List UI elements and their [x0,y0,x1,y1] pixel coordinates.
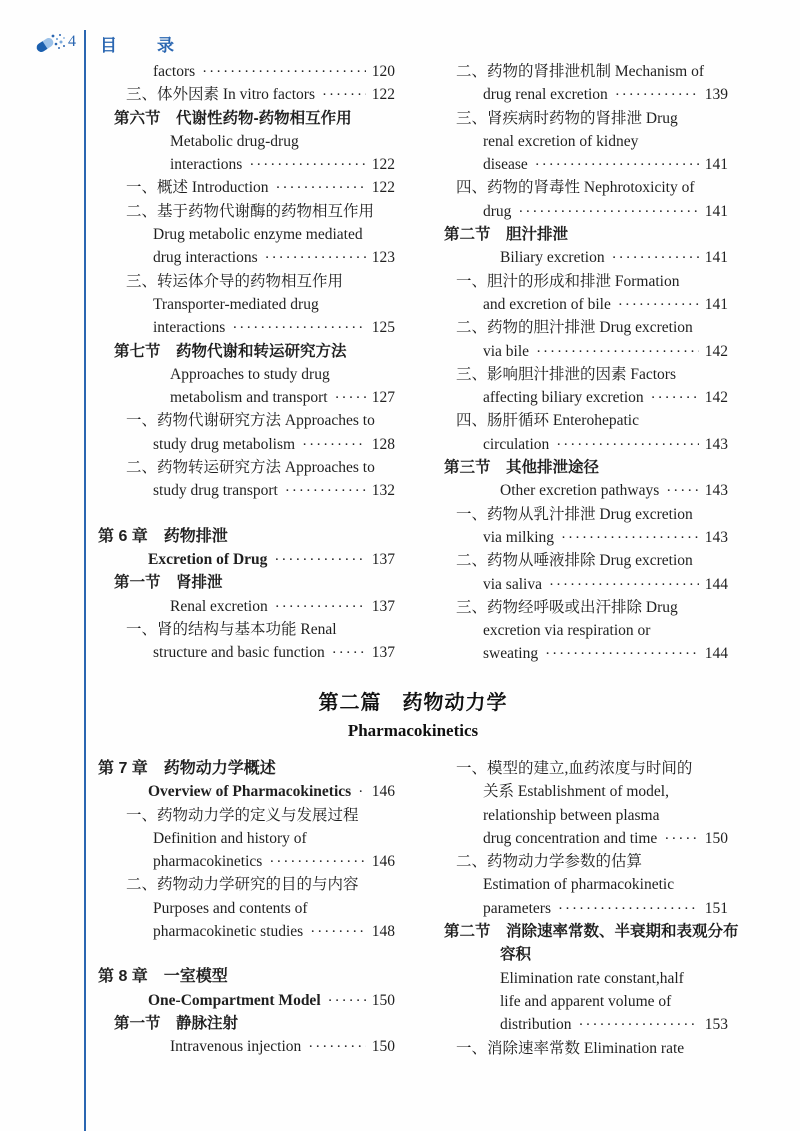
toc-entry-title: pharmacokinetics [153,853,263,871]
toc-entry [98,873,395,896]
toc-entry-title: distribution [500,1016,572,1034]
dot-leader [308,1035,366,1059]
toc-entry [428,83,728,106]
toc-entry-title: 三、药物经呼吸或出汗排除 Drug [456,598,678,616]
toc-entry-title: via bile [483,342,530,360]
toc-entry [428,757,728,780]
toc-entry [428,1013,728,1036]
dot-leader [358,780,366,804]
toc-entry-title: Drug metabolic enzyme mediated [153,226,363,244]
toc-entry [98,897,395,920]
toc-entry-page-number: 141 [704,295,728,313]
dot-leader [322,83,366,107]
toc-entry [428,967,728,990]
toc-entry-page-number: 153 [704,1016,728,1034]
toc-entry [98,827,395,850]
dot-leader [651,386,699,410]
dot-leader [276,176,367,200]
toc-entry-title: 三、转运体介导的药物相互作用 [126,272,344,290]
toc-entry [98,409,395,432]
toc-entry [98,804,395,827]
toc-entry-title: 二、药物动力学研究的目的与内容 [126,876,359,894]
toc-entry-title: 二、药物转运研究方法 Approaches to [126,459,375,477]
toc-entry-title: disease [483,156,528,174]
toc-entry-page-number: 122 [371,86,395,104]
toc-entry-page-number: 141 [704,202,728,220]
toc-entry [428,503,728,526]
toc-entry-page-number: 120 [371,63,395,80]
toc-entry-page-number: 150 [371,991,395,1009]
toc-entry [98,60,395,83]
toc-entry [428,943,728,966]
toc-entry-title: 第七节 药物代谢和转运研究方法 [114,342,347,360]
toc-entry-title: drug concentration and time [483,829,658,847]
toc-entry [98,340,395,363]
toc-entry [428,363,728,386]
dot-leader [265,246,366,270]
toc-entry-page-number: 128 [371,435,395,453]
toc-entry-title: and excretion of bile [483,295,611,313]
dot-leader [518,200,699,224]
toc-entry-title: metabolism and transport [170,389,328,407]
toc-entry-page-number: 137 [371,597,395,615]
toc-entry-page-number: 144 [704,645,728,663]
dot-leader [664,827,699,851]
toc-entry-title: interactions [170,156,243,174]
toc-entry-page-number: 148 [371,923,395,941]
toc-entry-page-number: 137 [371,644,395,662]
toc-entry [428,200,728,223]
dot-leader [618,293,699,317]
toc-entry [428,409,728,432]
toc-entry [428,990,728,1013]
toc-entry-title: via saliva [483,575,542,593]
toc-entry-title: 第六节 代谢性药物-药物相互作用 [114,109,352,127]
toc-entry-title: 一、胆汁的形成和排泄 Formation [456,272,680,290]
dot-leader [535,153,699,177]
toc-entry-title: 一、肾的结构与基本功能 Renal [126,620,337,638]
toc-entry-title: sweating [483,645,539,663]
toc-entry [428,1037,728,1060]
toc-entry [428,804,728,827]
toc-entry-title: 三、体外因素 In vitro factors [126,86,315,104]
toc-entry [98,548,395,571]
dot-leader [556,433,699,457]
toc-entry [428,780,728,803]
dot-leader [558,897,699,921]
dot-leader [549,573,699,597]
toc-entry-title: Elimination rate constant,half [500,969,684,987]
toc-entry-page-number: 143 [704,435,728,453]
toc-entry-title: 一、消除速率常数 Elimination rate [456,1039,685,1057]
pill-dissolving-icon [34,30,68,56]
toc-entry-title: 关系 Establishment of model, [483,783,669,801]
toc-entry [428,456,728,479]
page-header [0,0,800,60]
toc-entry [98,246,395,269]
dot-leader [269,850,366,874]
toc-entry-page-number: 125 [371,319,395,337]
toc-entry-title: 第一节 静脉注射 [114,1014,239,1032]
toc-entry-title: relationship between plasma [483,806,660,824]
toc-entry-title: Overview of Pharmacokinetics [148,783,352,801]
folio-page-number: 4 [68,33,76,50]
toc-entry [428,850,728,873]
dot-leader [561,526,699,550]
toc-entry-title: excretion via respiration or [483,622,651,640]
toc-column-bottom-right [428,757,739,1060]
toc-entry-page-number: 123 [371,249,395,267]
toc-entry-page-number: 151 [704,899,728,917]
toc-entry [428,153,728,176]
toc-entry [98,965,395,988]
dot-leader [274,548,366,572]
toc-column-top-left [98,60,395,664]
toc-entry [428,130,728,153]
toc-entry [98,1035,395,1058]
toc-entry [428,340,728,363]
toc-entry-title: 一、模型的建立,血药浓度与时间的 [456,760,693,777]
vertical-divider-rule [84,30,86,1131]
toc-entry [98,571,395,594]
dot-leader [615,83,699,107]
toc-entry [98,618,395,641]
toc-entry-page-number: 141 [704,156,728,174]
dot-leader [578,1013,699,1037]
dot-leader [249,153,366,177]
toc-entry [428,897,728,920]
toc-entry [98,479,395,502]
dot-leader [666,479,699,503]
toc-entry [98,293,395,316]
toc-entry-title: Other excretion pathways [500,482,660,500]
toc-header-title: 目 录 [100,36,176,55]
toc-entry-title: 二、药物从唾液排除 Drug excretion [456,552,693,570]
toc-entry-title: Renal excretion [170,597,268,615]
toc-entry-title: One-Compartment Model [148,991,321,1009]
part-heading-chinese: 第二篇 药物动力学 [318,692,508,714]
toc-entry [428,316,728,339]
toc-entry-page-number: 139 [704,86,728,104]
toc-entry-title: 四、肠肝循环 Enterohepatic [456,412,639,430]
toc-entry [428,549,728,572]
toc-entry-title: drug [483,202,512,220]
toc-entry [428,642,728,665]
toc-entry [98,83,395,106]
toc-entry-title: 第三节 其他排泄途径 [444,459,600,477]
toc-entry [98,456,395,479]
toc-entry-title: 第二节 消除速率常数、半衰期和表观分布 [444,923,739,941]
toc-entry-title: pharmacokinetic studies [153,923,304,941]
dot-leader [536,340,699,364]
toc-entry-title: 三、影响胆汁排泄的因素 Factors [456,365,677,383]
toc-entry-page-number: 141 [704,249,728,267]
toc-entry [428,60,728,83]
toc-entry [98,270,395,293]
toc-entry [428,526,728,549]
dot-leader [310,920,366,944]
toc-entry-title: Biliary excretion [500,249,605,267]
toc-entry [428,107,728,130]
toc-entry [98,989,395,1012]
dot-leader [335,386,366,410]
toc-entry [428,433,728,456]
dot-leader [612,246,699,270]
toc-entry [98,223,395,246]
toc-entry-page-number: 122 [371,156,395,174]
toc-entry-title: 一、药物动力学的定义与发展过程 [126,806,359,824]
toc-column-top-right [428,60,728,666]
toc-entry [98,176,395,199]
toc-entry-page-number: 144 [704,575,728,593]
toc-entry-title: 一、概述 Introduction [126,179,269,197]
toc-entry [428,223,728,246]
toc-entry [428,293,728,316]
toc-entry [98,920,395,943]
toc-entry-title: factors [153,63,196,80]
toc-entry-title: interactions [153,319,226,337]
toc-entry [428,827,728,850]
toc-entry [428,386,728,409]
dot-leader [545,642,699,666]
toc-entry-title: Definition and history of [153,829,307,847]
toc-entry [98,595,395,618]
toc-entry-title: drug renal excretion [483,86,608,104]
toc-entry [98,1012,395,1035]
toc-entry-page-number: 137 [371,550,395,568]
toc-entry [98,780,395,803]
toc-entry [98,363,395,386]
dot-leader [332,641,366,665]
toc-entry [98,316,395,339]
toc-entry-title: Estimation of pharmacokinetic [483,876,675,894]
toc-entry-title: life and apparent volume of [500,992,672,1010]
toc-entry-title: 一、药物从乳汁排泄 Drug excretion [456,505,693,523]
toc-entry-page-number: 142 [704,389,728,407]
dot-leader [285,479,366,503]
toc-entry [428,270,728,293]
part-heading [98,686,728,741]
toc-entry [428,596,728,619]
toc-entry-title: Excretion of Drug [148,550,268,568]
toc-entry-page-number: 122 [371,179,395,197]
toc-entry [428,176,728,199]
toc-entry-title: 一、药物代谢研究方法 Approaches to [126,412,375,430]
toc-entry-page-number: 146 [371,853,395,871]
toc-entry [428,573,728,596]
toc-entry [98,107,395,130]
toc-entry-title: Metabolic drug-drug [170,132,299,150]
toc-entry [428,920,739,943]
part-heading-english: Pharmacokinetics [347,721,479,740]
toc-entry-page-number: 150 [704,829,728,847]
toc-entry-title: 第 7 章 药物动力学概述 [98,760,276,777]
toc-entry-title: affecting biliary excretion [483,389,644,407]
toc-entry-title: 三、肾疾病时药物的肾排泄 Drug [456,109,678,127]
toc-entry [98,641,395,664]
toc-entry-title: structure and basic function [153,644,325,662]
toc-entry [98,433,395,456]
toc-entry-page-number: 143 [704,528,728,546]
toc-entry-title: 二、药物的胆汁排泄 Drug excretion [456,319,693,337]
toc-entry-page-number: 142 [704,342,728,360]
toc-entry [98,757,395,780]
toc-entry-page-number: 127 [371,389,395,407]
toc-entry-title: circulation [483,435,550,453]
toc-entry-title: Purposes and contents of [153,899,308,917]
toc-entry-title: via milking [483,528,555,546]
toc-entry [98,130,395,153]
toc-entry [428,246,728,269]
toc-entry [98,525,395,548]
toc-entry-title: renal excretion of kidney [483,132,639,150]
toc-entry-title: study drug metabolism [153,435,296,453]
toc-entry-title: 四、药物的肾毒性 Nephrotoxicity of [456,179,695,197]
toc-entry-page-number: 143 [704,482,728,500]
toc-entry [428,479,728,502]
toc-entry-title: 第一节 肾排泄 [114,574,223,592]
toc-entry [428,619,728,642]
toc-entry-title: parameters [483,899,551,917]
toc-entry-title: Approaches to study drug [170,365,330,383]
toc-entry [98,200,395,223]
dot-leader [328,989,366,1013]
dot-leader [302,433,366,457]
dot-leader [275,595,366,619]
dot-leader [202,60,366,84]
toc-entry-title: 二、基于药物代谢酶的药物相互作用 [126,202,375,220]
toc-entry-title: Transporter-mediated drug [153,295,319,313]
toc-entry-title: 第二节 胆汁排泄 [444,226,569,244]
toc-entry [98,386,395,409]
toc-entry-page-number: 150 [371,1038,395,1056]
toc-column-bottom-left [98,757,395,1059]
toc-entry-title: 二、药物动力学参数的估算 [456,853,643,871]
toc-entry-title: Intravenous injection [170,1038,302,1056]
toc-entry [98,153,395,176]
toc-entry-page-number: 146 [371,783,395,801]
toc-entry-page-number: 132 [371,482,395,500]
toc-entry [98,850,395,873]
toc-entry-title: 二、药物的肾排泄机制 Mechanism of [456,63,704,80]
toc-entry-title: drug interactions [153,249,258,267]
toc-entry [428,873,728,896]
toc-entry-title: 容积 [500,946,532,964]
toc-entry-title: study drug transport [153,482,278,500]
toc-entry-title: 第 6 章 药物排泄 [98,527,228,545]
toc-entry-title: 第 8 章 一室模型 [98,968,228,986]
dot-leader [232,316,366,340]
